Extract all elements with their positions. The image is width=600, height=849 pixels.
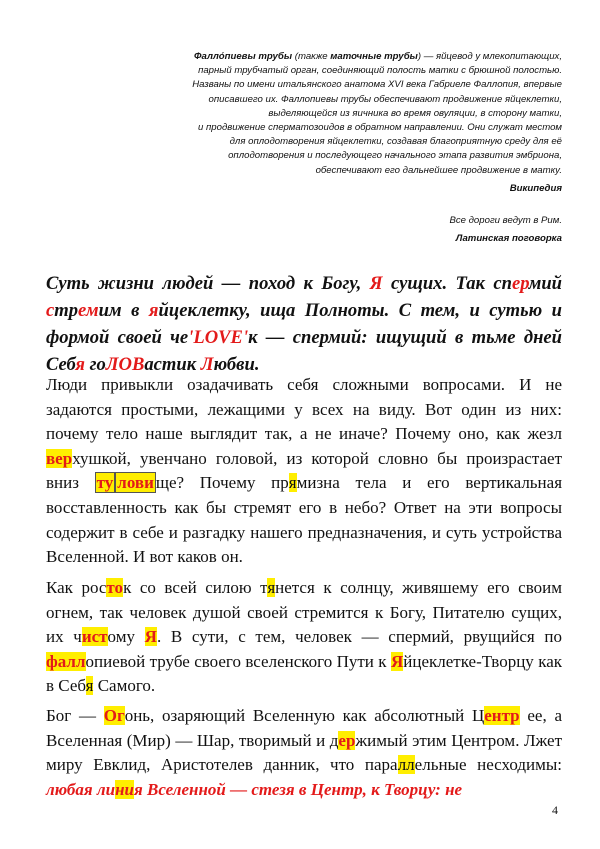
- latin-saying: Все дороги ведут в Рим.: [449, 215, 562, 227]
- epigraph-source: Википедия: [509, 182, 562, 194]
- epigraph-line: оплодотворения и последующего начального этапа развития эмбриона,: [228, 150, 562, 162]
- highlight-og: Ог: [103, 706, 125, 725]
- highlight-ya: я: [288, 473, 297, 493]
- highlight-fall: фалл: [46, 651, 86, 671]
- page-number: 4: [552, 803, 558, 817]
- highlight-to: то: [106, 578, 124, 597]
- epigraph-line: парный трубчатый орган, соединяющий полость матки с брюшной полостью.: [198, 65, 562, 77]
- body-paragraph-1: Люди привыкли озадачивать себя сложными вопросами. И не задаются простыми, лежащими у всех на виду. Вот один из них: почему тело наше выглядит так, а не иначе? Почему оно, как жезл верхушкой, увенчано головой, из которой словно бы произрастает вниз ту лови ще? Почему прямизна тела и его вертикальная восставленность как бы стремят его в небо? Ответ на эти вопросы содержит в себе и разгадку нашего предназначения, и суть устройства Вселенной. И вот каков он.: [46, 375, 563, 567]
- epigraph-line: Названы по имени итальянского анатома XVI века Габриеле Фаллопия, впервые: [192, 79, 562, 91]
- epigraph-definition-first-line: Фалло́пиевы трубы (также маточные трубы) — яйцевод у млекопитающих,: [194, 51, 562, 62]
- epigraph-line: выделяющейся из яичника во время овуляции, в сторону матки,: [268, 107, 562, 119]
- epigraph-line: обеспечивают его дальнейшее продвижение в матку.: [315, 164, 562, 176]
- term-uterine-tubes: маточные трубы: [330, 51, 418, 62]
- highlight-ni: ни: [115, 779, 134, 799]
- highlight-love: 'LOVE': [188, 327, 249, 348]
- highlight-lov: ЛОВ: [105, 354, 145, 375]
- latin-saying-source: Латинская поговорка: [455, 233, 562, 245]
- highlight-lovi: лови: [117, 473, 154, 493]
- highlight-ist: ист: [81, 627, 108, 647]
- lead-paragraph: Суть жизни людей — поход к Богу, Я сущих. Так спермий стремим в яйцеклетку, ища Полноты. С тем, и сутью и формой своей че'LOVE'к — спермий: ищущий в тьме дней Себя гоЛОВастик Любви.: [46, 273, 563, 375]
- highlight-entr: ентр: [484, 706, 520, 725]
- body-paragraph-2: Как росток со всей силою тянется к солнцу, живяшему его своим огнем, так человек душой своей стремится к Богу, Питателю сущих, их чистому Я. В сути, с тем, человек — спермий, рвущийся по фаллопиевой трубе своего вселенского Пути к Яйцеклетке-Творцу как в Себя Самого.: [46, 578, 563, 696]
- highlight-er: ер: [338, 730, 356, 750]
- highlight-tu: ту: [96, 473, 114, 493]
- epigraph: [120, 50, 562, 246]
- body-paragraph-3: Бог — Огонь, озаряющий Вселенную как абсолютный Центр ее, а Вселенная (Мир) — Шар, творимый и держимый этим Центром. Лжет миру Евклид, Аристотелев данник, что параллельные несходимы: любая линия Вселенной — стезя в Центр, к Творцу: не: [46, 706, 563, 799]
- highlight-ya: Я: [369, 273, 383, 294]
- epigraph-line: и продвижение сперматозоидов в обратном направлении. Они служат местом: [198, 122, 562, 134]
- epigraph-line: описавшего их. Фаллопиевы трубы обеспечивают продвижение яйцеклетки,: [208, 93, 562, 105]
- term-fallopian-tubes: Фалло́пиевы трубы: [194, 51, 293, 62]
- epigraph-line: для оплодотворения яйцеклетки, создавая благоприятную среду для её: [229, 136, 562, 148]
- highlight-er: ер: [511, 273, 529, 294]
- highlight-ver: вер: [46, 448, 73, 468]
- highlight-ll: лл: [397, 755, 415, 775]
